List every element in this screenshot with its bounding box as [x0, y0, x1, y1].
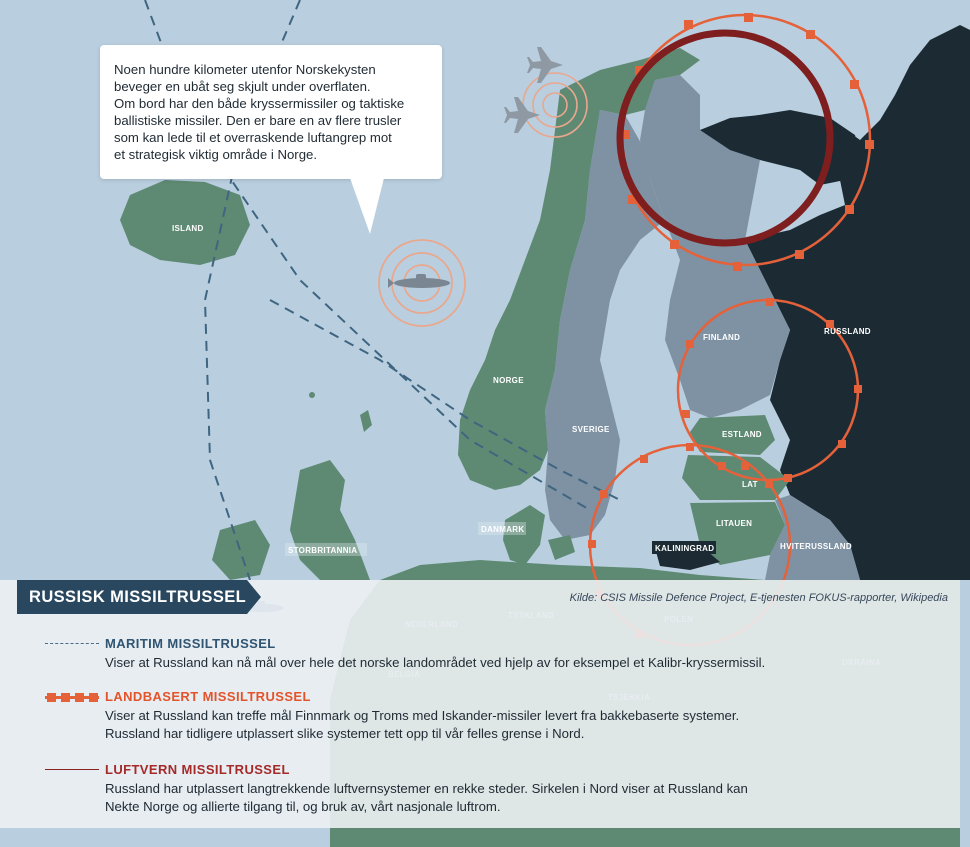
- label-estland: ESTLAND: [722, 430, 762, 439]
- callout-text: [114, 61, 432, 163]
- legend-heading: LANDBASERT MISSILTRUSSEL: [105, 689, 311, 704]
- callout-line: Noen hundre kilometer utenfor Norskekysten: [114, 62, 376, 77]
- land-line-symbol: [45, 696, 99, 703]
- label-island: ISLAND: [172, 224, 204, 233]
- legend-description: Nekte Norge og allierte tilgang til, og bruk av, vårt nasjonale luftrom.: [105, 799, 501, 814]
- maritime-line-symbol: [45, 643, 99, 648]
- callout-line: som kan lede til et overraskende luftangrep mot: [114, 130, 392, 145]
- legend-item-maritime: [45, 636, 925, 672]
- callout-line: et strategisk viktig område i Norge.: [114, 147, 318, 162]
- label-hviterussland: HVITERUSSLAND: [780, 542, 852, 551]
- callout-line: ballistiske missiler. Den er bare en av flere trusler: [114, 113, 402, 128]
- callout-pointer: [350, 178, 384, 234]
- label-kaliningrad: KALININGRAD: [655, 544, 715, 553]
- legend-title-arrow: [247, 580, 261, 614]
- label-norge: NORGE: [493, 376, 524, 385]
- legend-description: Viser at Russland kan nå mål over hele det norske landområdet ved hjelp av for eksempel et Kalibr-kryssermissil.: [105, 655, 766, 670]
- legend-description: Russland har tidligere utplassert slike systemer tett opp til vår felles grense i Nord.: [105, 726, 585, 741]
- label-storbritannia: STORBRITANNIA: [288, 546, 358, 555]
- label-latvia: LAT: [742, 480, 758, 489]
- callout-line: Om bord har den både kryssermissiler og taktiske: [114, 96, 405, 111]
- label-sverige: SVERIGE: [572, 425, 610, 434]
- label-finland: FINLAND: [703, 333, 741, 342]
- callout-box: [100, 45, 442, 179]
- air-line-symbol: [45, 769, 99, 774]
- callout-line: beveger en ubåt seg skjult under overflaten.: [114, 79, 371, 94]
- legend-title: RUSSISK MISSILTRUSSEL: [17, 580, 247, 614]
- legend-description: Viser at Russland kan treffe mål Finnmark og Troms med Iskander-missiler levert fra bakkebaserte systemer.: [105, 708, 740, 723]
- label-danmark: DANMARK: [481, 525, 525, 534]
- label-litauen: LITAUEN: [716, 519, 753, 528]
- legend-item-airdefense: [45, 762, 925, 816]
- faroe-islands: [309, 392, 315, 398]
- legend-heading: LUFTVERN MISSILTRUSSEL: [105, 762, 290, 777]
- legend-heading: MARITIM MISSILTRUSSEL: [105, 636, 276, 651]
- source-credit: Kilde: CSIS Missile Defence Project, E-tjenesten FOKUS-rapporter, Wikipedia: [569, 592, 948, 604]
- legend-item-landbased: [45, 689, 925, 743]
- legend-description: Russland har utplassert langtrekkende luftvernsystemer en rekke steder. Sirkelen i Nord viser at Russland kan: [105, 781, 748, 796]
- label-russland: RUSSLAND: [824, 327, 871, 336]
